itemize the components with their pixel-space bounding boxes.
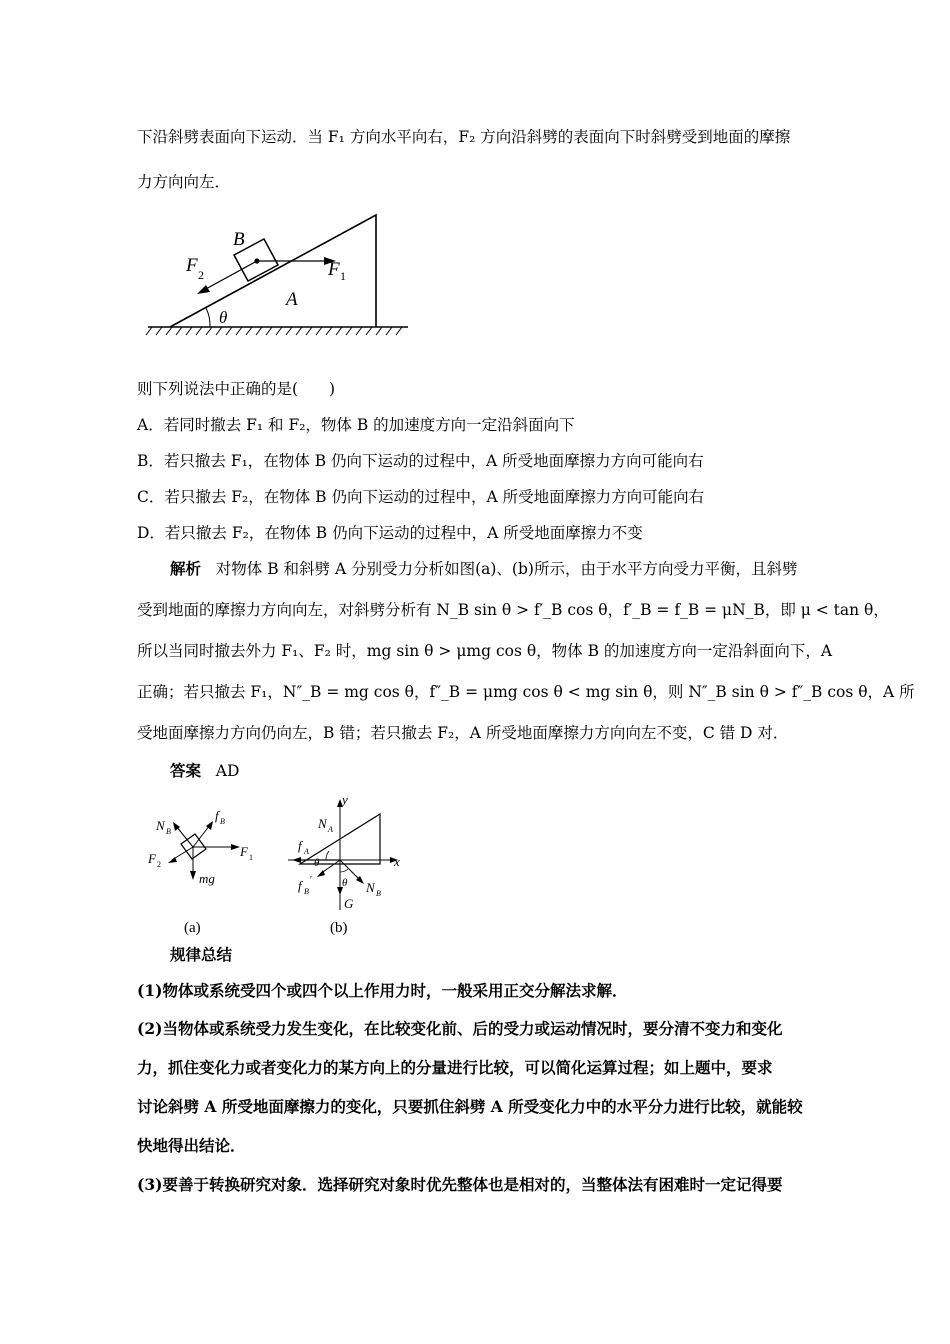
label-f1: F [328,259,340,280]
summary-line-2: (2)当物体或系统受力发生变化，在比较变化前、后的受力或运动情况时，要分清不变力和变化 [137,1019,783,1038]
b-g-label: G [344,896,354,911]
label-f1-sub: 1 [340,269,346,283]
analysis-line-3: 所以当同时撤去外力 F₁、F₂ 时，mg sin θ > μmg cos θ，物体 B 的加速度方向一定沿斜面向下，A [137,642,833,660]
b-theta1-label: θ [314,857,320,869]
question-stem: 则下列说法中正确的是( ) [137,380,336,398]
a-nb-sub: B [166,827,171,836]
b-y-label: y [342,792,348,807]
analysis-line-1 [170,559,797,579]
b-nb-label: N [366,880,375,895]
b-fb-label: f [298,878,302,893]
diagram-b [288,792,400,936]
label-theta: θ [219,308,228,327]
option-b: B．若只撤去 F₁，在物体 B 仍向下运动的过程中，A 所受地面摩擦力方向可能向右 [137,452,704,470]
label-f2: F [186,255,198,276]
label-a: A [286,289,298,310]
a-mg-label: mg [199,871,215,886]
summary-line-5: 快地得出结论． [137,1136,246,1155]
label-f2-sub: 2 [198,268,204,282]
option-d: D．若只撤去 F₂，在物体 B 仍向下运动的过程中，A 所受地面摩擦力不变 [137,524,643,542]
option-a: A．若同时撤去 F₁ 和 F₂，物体 B 的加速度方向一定沿斜面向下 [137,416,575,434]
option-c: C．若只撤去 F₂，在物体 B 仍向下运动的过程中，A 所受地面摩擦力方向可能向右 [137,488,705,506]
summary-title: 规律总结 [170,945,233,964]
answer-line [170,761,239,781]
analysis-line-5: 受地面摩擦力方向仍向左，B 错；若只撤去 F₂，A 所受地面摩擦力方向向左不变，C 错 D 对． [137,724,789,742]
a-f1-label: F [240,844,248,859]
a-caption: (a) [184,920,201,936]
summary-line-1: (1)物体或系统受四个或四个以上作用力时，一般采用正交分解法求解． [137,981,628,1000]
force-diagrams [140,790,420,942]
intro-line-2: 力方向向左． [137,173,231,191]
summary-line-4: 讨论斜劈 A 所受地面摩擦力的变化，只要抓住斜劈 A 所受变化力中的水平分力进行比较，就能较 [137,1097,803,1116]
wedge-diagram [140,205,420,345]
a-f2-label: F [148,851,156,866]
b-fa-label: f [298,838,302,853]
label-b: B [233,229,245,250]
analysis-line-2: 受到地面的摩擦力方向向左，对斜劈分析有 N_B sin θ > f′_B cos θ，f′_B = f_B = μN_B，即 μ < tan θ， [137,601,889,619]
summary-line-3: 力，抓住变化力或者变化力的某方向上的分量进行比较，可以简化运算过程；如上题中，要求 [137,1058,773,1077]
b-na-sub: A [328,825,333,834]
b-na-label: N [318,816,327,831]
ground-hatch [146,327,402,335]
b-fb-prime: ′ [310,875,313,886]
b-fa-sub: A [304,847,309,856]
b-x-label: x [394,854,400,869]
b-fb-sub: B [304,887,309,896]
a-fb-sub: B [220,817,225,826]
a-f1-sub: 1 [249,853,253,862]
a-fb-label: f [215,808,219,823]
analysis-label: 解析 [170,559,202,578]
b-caption: (b) [330,920,348,936]
analysis-text-1: 对物体 B 和斜劈 A 分别受力分析如图(a)、(b)所示，由于水平方向受力平衡，且斜劈 [215,560,798,578]
analysis-line-4: 正确；若只撤去 F₁，N″_B = mg cos θ，f″_B = μmg cos θ < mg sin θ，则 N″_B sin θ > f″_B cos θ，A 所 [137,683,915,701]
intro-line-1: 下沿斜劈表面向下运动．当 F₁ 方向水平向右，F₂ 方向沿斜劈的表面向下时斜劈受到地面的摩擦 [137,128,791,146]
diagram-a [147,808,253,936]
b-nb-sub: B [376,889,381,898]
angle-arc [206,308,210,327]
answer-label: 答案 [170,761,202,780]
b-theta2-label: θ [342,877,348,889]
a-nb-label: N [156,818,165,833]
answer-value: AD [215,762,240,780]
a-f2-sub: 2 [157,860,161,869]
summary-line-6: (3)要善于转换研究对象．选择研究对象时优先整体也是相对的，当整体法有困难时一定记得要 [137,1175,783,1194]
